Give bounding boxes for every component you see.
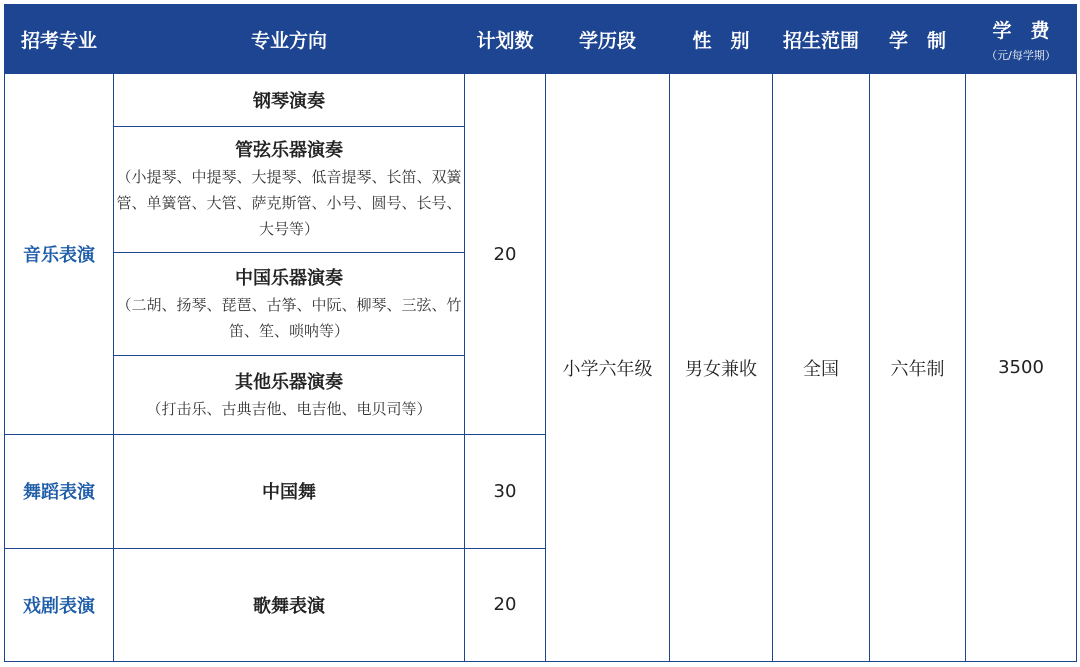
header-level: 学历段: [546, 5, 670, 74]
major-music: 音乐表演: [5, 74, 114, 435]
header-scope: 招生范围: [773, 5, 870, 74]
shared-level: 小学六年级: [546, 74, 670, 662]
direction-orchestral-title: 管弦乐器演奏: [235, 140, 343, 162]
admissions-table: [4, 4, 1077, 662]
direction-chinese-instruments: [114, 252, 465, 355]
direction-other-title: 其他乐器演奏: [235, 372, 343, 394]
direction-other-instruments: [114, 355, 465, 434]
table-row-music-piano: [5, 74, 1077, 127]
shared-gender: 男女兼收: [670, 74, 773, 662]
direction-piano: [114, 74, 465, 127]
major-drama: 戏剧表演: [5, 548, 114, 661]
plan-drama: 20: [465, 548, 546, 661]
header-gender: 性 别: [670, 5, 773, 74]
header-fee-unit: （元/每学期）: [986, 48, 1056, 62]
table-header-row: [5, 5, 1077, 74]
plan-music: 20: [465, 74, 546, 435]
shared-fee: 3500: [966, 74, 1077, 662]
shared-duration: 六年制: [870, 74, 966, 662]
direction-other-detail: （打击乐、古典吉他、电吉他、电贝司等）: [146, 400, 432, 419]
direction-chinese-title: 中国乐器演奏: [235, 267, 343, 289]
major-dance: 舞蹈表演: [5, 435, 114, 548]
header-major: 招考专业: [5, 5, 114, 74]
header-fee: [966, 5, 1077, 74]
header-direction: 专业方向: [114, 5, 465, 74]
direction-chinese-detail: （二胡、扬琴、琵琶、古筝、中阮、柳琴、三弦、竹笛、笙、唢呐等）: [116, 295, 462, 340]
header-fee-label: 学 费: [992, 19, 1050, 42]
plan-dance: 30: [465, 435, 546, 548]
direction-orchestral-detail: （小提琴、中提琴、大提琴、低音提琴、长笛、双簧管、单簧管、大管、萨克斯管、小号、圆号、长号、大号等）: [116, 168, 462, 239]
direction-piano-title: 钢琴演奏: [253, 91, 325, 113]
header-plan: 计划数: [465, 5, 546, 74]
header-duration: 学 制: [870, 5, 966, 74]
shared-scope: 全国: [773, 74, 870, 662]
direction-dance: 中国舞: [114, 435, 465, 548]
direction-orchestral: [114, 127, 465, 252]
direction-drama: 歌舞表演: [114, 548, 465, 661]
